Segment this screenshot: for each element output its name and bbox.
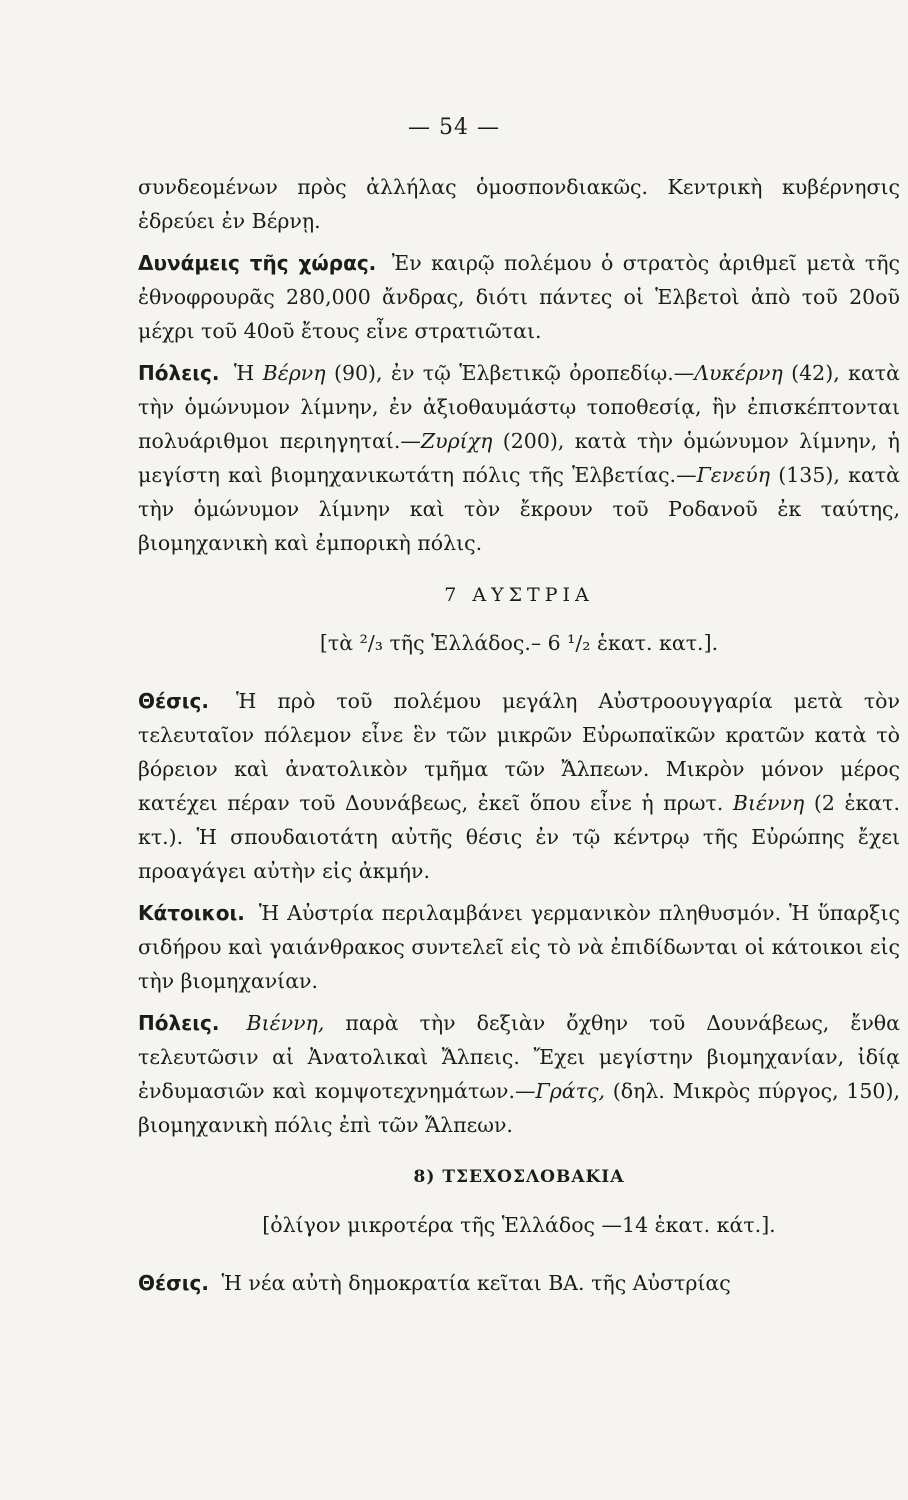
paragraph-cities-switzerland: [138, 356, 900, 560]
forces-text: Ἐν καιρῷ πολέμου ὁ στρατὸς ἀριθμεῖ μετὰ τῆς ἐθνοφρουρᾶς 280,000 ἄνδρας, διότι πάντες οἱ Ἑλβετοὶ ἀπὸ τοῦ 20οῦ μέχρι τοῦ 40οῦ ἔτους εἶνε στρατιῶται.: [138, 251, 901, 343]
city-bern: Βέρνη: [262, 361, 326, 385]
section-lead-cities: Πόλεις.: [138, 361, 220, 385]
city-zurich: Ζυρίχη: [420, 429, 493, 453]
paragraph-cities-austria: [138, 1006, 900, 1142]
paragraph-position-czechoslovakia: [138, 1266, 900, 1300]
city-vienna-2: Βιέννη,: [246, 1011, 325, 1035]
cities-text-3: (42), κατὰ τὴν ὁμώνυμον λίμνην, ἐν ἀξιοθαυμάστῳ τοποθεσίᾳ, ἣν ἐπισκέπτονται πολυάριθμοι περιηγηταί.—: [138, 361, 900, 453]
inhabitants-text: Ἡ Αὐστρία περιλαμβάνει γερμανικὸν πληθυσμόν. Ἡ ὕπαρξις σιδήρου καὶ γαιάνθρακος συντελεῖ εἰς τὸ νὰ ἐπιδίδωνται οἱ κάτοικοι εἰς τὴν βιομηχανίαν.: [138, 901, 900, 993]
city-geneva: Γενεύη: [696, 463, 771, 487]
czech-position-text: Ἡ νέα αὐτὴ δημοκρατία κεῖται ΒΑ. τῆς Αὐστρίας: [221, 1271, 731, 1295]
position-text-2: (2 ἑκατ. κτ.). Ἡ σπουδαιοτάτη αὐτῆς θέσις ἐν τῷ κέντρῳ τῆς Εὐρώπης ἔχει προαγάγει αὐτὴν εἰς ἀκμήν.: [138, 791, 900, 883]
paragraph-forces: [138, 246, 900, 348]
paragraph-position-austria: [138, 684, 900, 888]
section-lead-position-2: Θέσις.: [138, 1271, 209, 1295]
cities-text-2: (90), ἐν τῷ Ἑλβετικῷ ὀροπεδίῳ.—: [333, 361, 695, 385]
page-body: [138, 170, 900, 1300]
cities-text-1: Ἡ: [233, 361, 255, 385]
section-lead-cities-austria: Πόλεις.: [138, 1011, 220, 1035]
section-lead-position: Θέσις.: [138, 689, 209, 713]
section-lead-forces: Δυνάμεις τῆς χώρας.: [138, 251, 377, 275]
city-vienna: Βιέννη: [732, 791, 805, 815]
page-number: — 54 —: [408, 115, 500, 140]
chapter-heading-austria: 7 ΑΥΣΤΡΙΑ: [444, 584, 594, 606]
cities-text-4: (200), κατὰ τὴν ὁμώνυμον λίμνην, ἡ μεγίστη καὶ βιομηχανικωτάτη πόλις τῆς Ἑλβετίας.—: [138, 429, 900, 487]
city-lucerne: Λυκέρνη: [694, 361, 783, 385]
paragraph-inhabitants: [138, 896, 900, 998]
czechoslovakia-area-note: [ὀλίγον μικροτέρα τῆς Ἑλλάδος —14 ἑκατ. κάτ.].: [262, 1213, 776, 1237]
austria-area-note: [τὰ ²/₃ τῆς Ἑλλάδος.– 6 ¹/₂ ἑκατ. κατ.].: [319, 631, 719, 655]
austria-cities-text-1: παρὰ τὴν δεξιὰν ὄχθην τοῦ Δουνάβεως, ἔνθα τελευτῶσιν αἱ Ἀνατολικαὶ Ἄλπεις. Ἔχει μεγίστην βιομηχανίαν, ἰδίᾳ ἐνδυμασιῶν καὶ κομψοτεχνημάτων.—: [138, 1011, 900, 1103]
austria-cities-text-2: (δηλ. Μικρὸς πύργος, 150), βιομηχανικὴ πόλις ἐπὶ τῶν Ἄλπεων.: [138, 1079, 900, 1137]
paragraph-intro: συνδεομένων πρὸς ἀλλήλας ὁμοσπονδιακῶς. Κεντρικὴ κυβέρνησις ἑδρεύει ἐν Βέρνῃ.: [138, 175, 900, 233]
chapter-heading-czechoslovakia: 8) ΤΣΕΧΟΣΛΟΒΑΚΙΑ: [413, 1167, 625, 1187]
section-lead-inhabitants: Κάτοικοι.: [138, 901, 245, 925]
position-text-1: Ἡ πρὸ τοῦ πολέμου μεγάλη Αὐστροουγγαρία μετὰ τὸν τελευταῖον πόλεμον εἶνε ἓν τῶν μικρῶν Εὐρωπαϊκῶν κρατῶν κατὰ τὸ βόρειον καὶ ἀνατολικὸν τμῆμα τῶν Ἄλπεων. Μικρὸν μόνον μέρος κατέχει πέραν τοῦ Δουνάβεως, ἐκεῖ ὅπου εἶνε ἡ πρωτ.: [138, 689, 900, 815]
cities-text-5: (135), κατὰ τὴν ὁμώνυμον λίμνην καὶ τὸν ἔκρουν τοῦ Ροδανοῦ ἐκ ταύτης, βιομηχανικὴ καὶ ἐμπορικὴ πόλις.: [138, 463, 900, 555]
city-graz: Γράτς,: [535, 1079, 605, 1103]
